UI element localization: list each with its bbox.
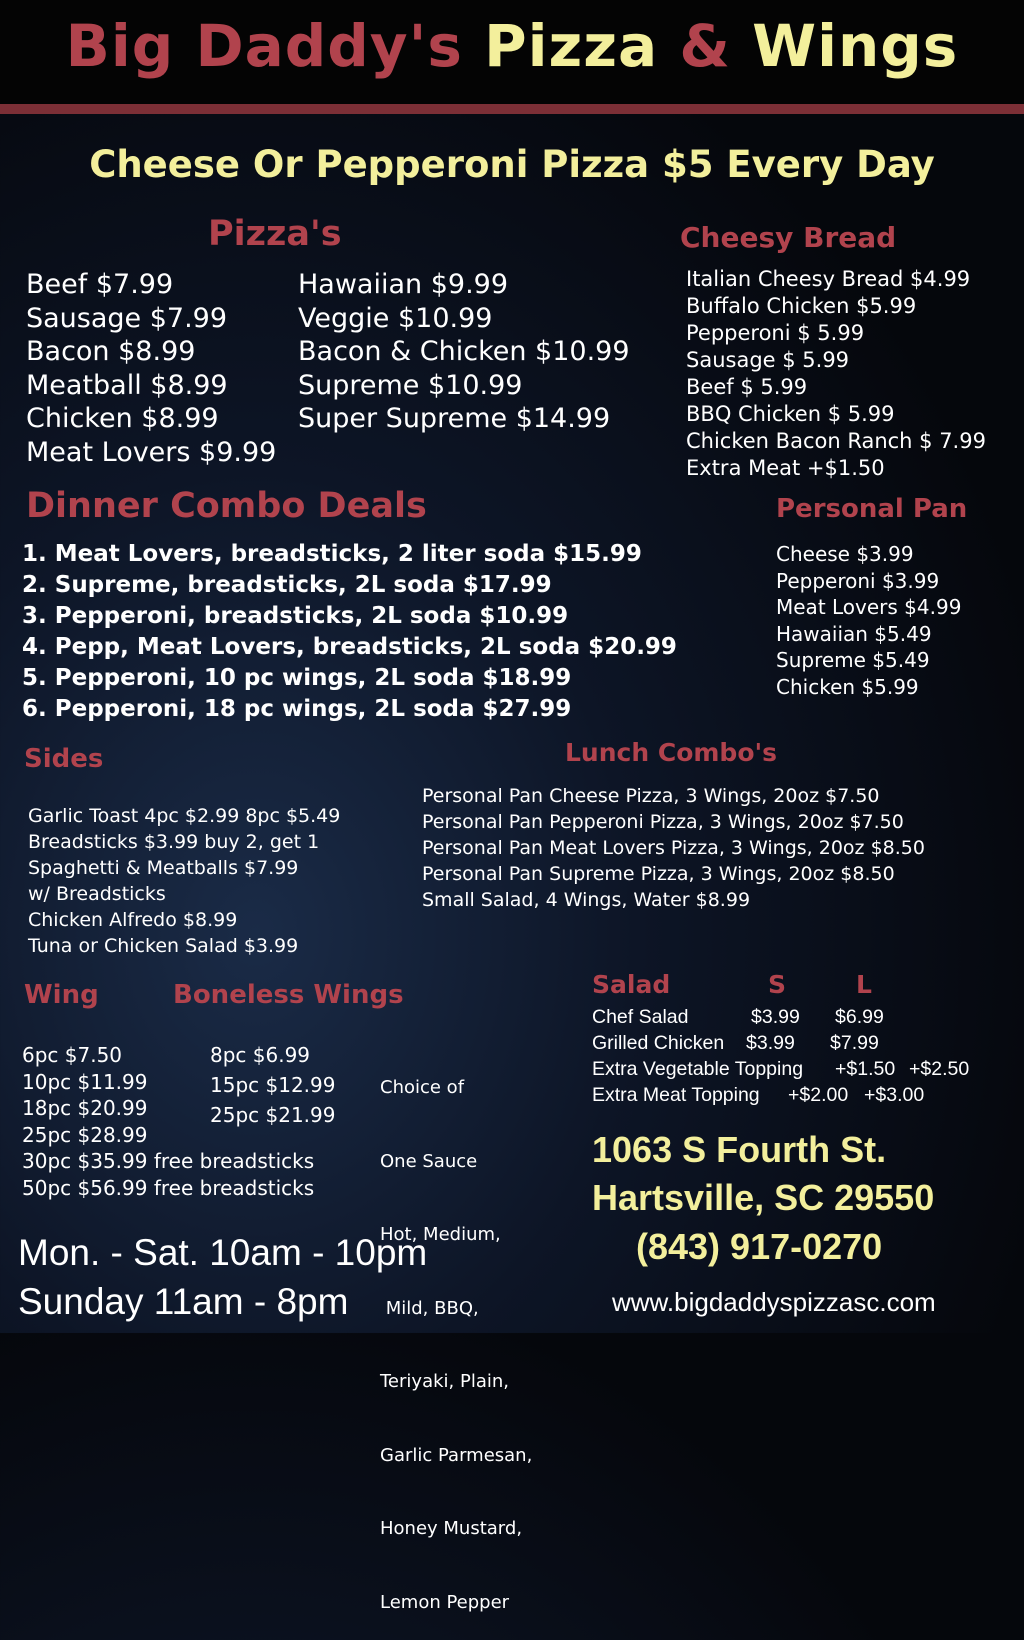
sauce-line: Mild, BBQ,: [380, 1297, 479, 1319]
personal-pan-heading: Personal Pan: [776, 494, 968, 524]
side-item: w/ Breadsticks: [28, 883, 166, 905]
sauce-line: Lemon Pepper: [380, 1591, 510, 1613]
wing-item: 18pc $20.99: [22, 1096, 148, 1120]
daily-promo: Cheese Or Pepperoni Pizza $5 Every Day: [89, 143, 935, 186]
sauce-line: Choice of: [380, 1077, 465, 1098]
lunch-combos-list: [422, 783, 925, 913]
lunch-combo-item: Personal Pan Cheese Pizza, 3 Wings, 20oz $7.50: [422, 785, 880, 807]
personal-pan-list: [776, 541, 961, 700]
title-part-3: Wings: [752, 12, 959, 80]
salad-price-small: +$2.00: [788, 1084, 849, 1106]
address-street: 1063 S Fourth St.: [592, 1129, 887, 1170]
pizza-item: Bacon & Chicken $10.99: [298, 336, 630, 367]
wing-item: 30pc $35.99 free breadsticks: [22, 1149, 315, 1173]
boneless-item: 8pc $6.99: [210, 1043, 311, 1067]
pizza-item: Sausage $7.99: [26, 302, 228, 334]
side-item: Spaghetti & Meatballs $7.99: [28, 857, 299, 879]
side-item: Breadsticks $3.99 buy 2, get 1: [28, 831, 320, 853]
sauce-line: Garlic Parmesan,: [380, 1444, 533, 1466]
hours-sunday: Sunday 11am - 8pm: [18, 1281, 349, 1322]
cheesy-bread-item: Beef $ 5.99: [686, 375, 808, 399]
salad-table: [592, 1004, 992, 1108]
lunch-combo-item: Small Salad, 4 Wings, Water $8.99: [422, 889, 751, 911]
dinner-combo-item: 2. Supreme, breadsticks, 2L soda $17.99: [22, 572, 552, 598]
salad-row: [592, 1004, 992, 1030]
cheesy-bread-heading: Cheesy Bread: [680, 221, 897, 254]
wings-heading: Wing: [24, 980, 99, 1010]
salad-col-small: S: [768, 970, 787, 999]
side-item: Garlic Toast 4pc $2.99 8pc $5.49: [28, 805, 341, 827]
sides-heading: Sides: [24, 744, 104, 774]
salad-name: Chef Salad: [592, 1006, 689, 1028]
personal-pan-item: Cheese $3.99: [776, 542, 914, 566]
title-part-1: Big Daddy's: [65, 12, 463, 80]
salad-row: [592, 1082, 992, 1108]
pizzas-heading: Pizza's: [208, 214, 342, 254]
dinner-combo-item: 5. Pepperoni, 10 pc wings, 2L soda $18.99: [22, 665, 572, 691]
phone-number: (843) 917-0270: [636, 1226, 883, 1267]
personal-pan-item: Pepperoni $3.99: [776, 568, 940, 593]
lunch-combo-item: Personal Pan Pepperoni Pizza, 3 Wings, 20oz $7.50: [422, 811, 904, 833]
dinner-combo-item: 4. Pepp, Meat Lovers, breadsticks, 2L soda $20.99: [22, 634, 677, 660]
cheesy-bread-list: [686, 266, 986, 482]
salad-row: [592, 1030, 992, 1056]
pizza-item: Meat Lovers $9.99: [26, 436, 277, 468]
wing-item: 25pc $28.99: [22, 1122, 148, 1147]
side-item: Chicken Alfredo $8.99: [28, 909, 238, 931]
salad-col-large: L: [856, 970, 872, 999]
pizza-item: Veggie $10.99: [298, 302, 493, 334]
salad-price-large: $7.99: [830, 1032, 879, 1054]
pizza-item: Super Supreme $14.99: [298, 403, 611, 434]
salad-name: Extra Vegetable Topping: [592, 1058, 804, 1080]
dinner-combo-item: 6. Pepperoni, 18 pc wings, 2L soda $27.99: [22, 696, 572, 722]
sauce-line: One Sauce: [380, 1150, 478, 1172]
salad-name: Extra Meat Topping: [592, 1084, 760, 1106]
wing-item: 10pc $11.99: [22, 1069, 148, 1094]
boneless-wings-list: [210, 1040, 335, 1130]
header-divider: [0, 104, 1024, 114]
cheesy-bread-item: Buffalo Chicken $5.99: [686, 294, 917, 318]
side-item: Tuna or Chicken Salad $3.99: [28, 935, 299, 957]
address-city: Hartsville, SC 29550: [592, 1177, 935, 1218]
boneless-wings-heading: Boneless Wings: [173, 980, 404, 1010]
pizza-item: Supreme $10.99: [298, 369, 523, 401]
cheesy-bread-item: Sausage $ 5.99: [686, 348, 850, 372]
pizza-item: Bacon $8.99: [26, 336, 196, 367]
sauce-line: Hot, Medium,: [380, 1224, 501, 1245]
personal-pan-item: Supreme $5.49: [776, 648, 930, 672]
personal-pan-item: Chicken $5.99: [776, 674, 919, 699]
salad-price-small: $3.99: [751, 1006, 800, 1028]
dinner-combo-item: 3. Pepperoni, breadsticks, 2L soda $10.99: [22, 603, 569, 629]
lunch-combos-heading: Lunch Combo's: [565, 738, 778, 767]
boneless-item: 15pc $12.99: [210, 1073, 336, 1097]
salad-price-large: +$3.00: [864, 1084, 925, 1106]
boneless-item: 25pc $21.99: [210, 1103, 336, 1127]
salad-price-large: $6.99: [835, 1006, 884, 1028]
sauce-line: Teriyaki, Plain,: [380, 1371, 509, 1392]
cheesy-bread-item: BBQ Chicken $ 5.99: [686, 402, 895, 426]
salad-heading: Salad: [592, 970, 671, 999]
salad-name: Grilled Chicken: [592, 1032, 725, 1054]
title-ampersand: &: [679, 12, 731, 80]
pizzas-list-col2: [298, 268, 630, 436]
pizza-item: Beef $7.99: [26, 269, 174, 300]
dinner-combos-heading: Dinner Combo Deals: [26, 486, 427, 526]
salad-price-small: +$1.50: [835, 1058, 896, 1080]
dinner-combos-list: [22, 539, 677, 725]
restaurant-title: [0, 12, 1024, 80]
pizza-item: Chicken $8.99: [26, 403, 219, 434]
pizzas-list-col1: [26, 268, 276, 469]
sides-list: [28, 803, 340, 959]
salad-price-large: +$2.50: [909, 1058, 970, 1080]
personal-pan-item: Hawaiian $5.49: [776, 621, 932, 646]
sauce-line: Honey Mustard,: [380, 1518, 523, 1539]
hours-weekday: Mon. - Sat. 10am - 10pm: [18, 1232, 428, 1273]
title-part-2: Pizza: [484, 12, 659, 80]
wing-item: 6pc $7.50: [22, 1043, 123, 1067]
website-link[interactable]: www.bigdaddyspizzasc.com: [612, 1287, 936, 1317]
lunch-combo-item: Personal Pan Meat Lovers Pizza, 3 Wings, 20oz $8.50: [422, 837, 925, 859]
pizza-item: Hawaiian $9.99: [298, 269, 509, 300]
dinner-combo-item: 1. Meat Lovers, breadsticks, 2 liter soda $15.99: [22, 541, 642, 567]
cheesy-bread-item: Pepperoni $ 5.99: [686, 321, 865, 345]
sauce-choices: [380, 1027, 532, 1640]
cheesy-bread-item: Extra Meat +$1.50: [686, 456, 885, 480]
lunch-combo-item: Personal Pan Supreme Pizza, 3 Wings, 20oz $8.50: [422, 863, 895, 885]
pizza-item: Meatball $8.99: [26, 369, 228, 401]
salad-price-small: $3.99: [746, 1032, 795, 1054]
cheesy-bread-item: Italian Cheesy Bread $4.99: [686, 267, 971, 291]
wing-item: 50pc $56.99 free breadsticks: [22, 1175, 315, 1200]
cheesy-bread-item: Chicken Bacon Ranch $ 7.99: [686, 429, 986, 453]
salad-row: [592, 1056, 992, 1082]
personal-pan-item: Meat Lovers $4.99: [776, 595, 962, 619]
